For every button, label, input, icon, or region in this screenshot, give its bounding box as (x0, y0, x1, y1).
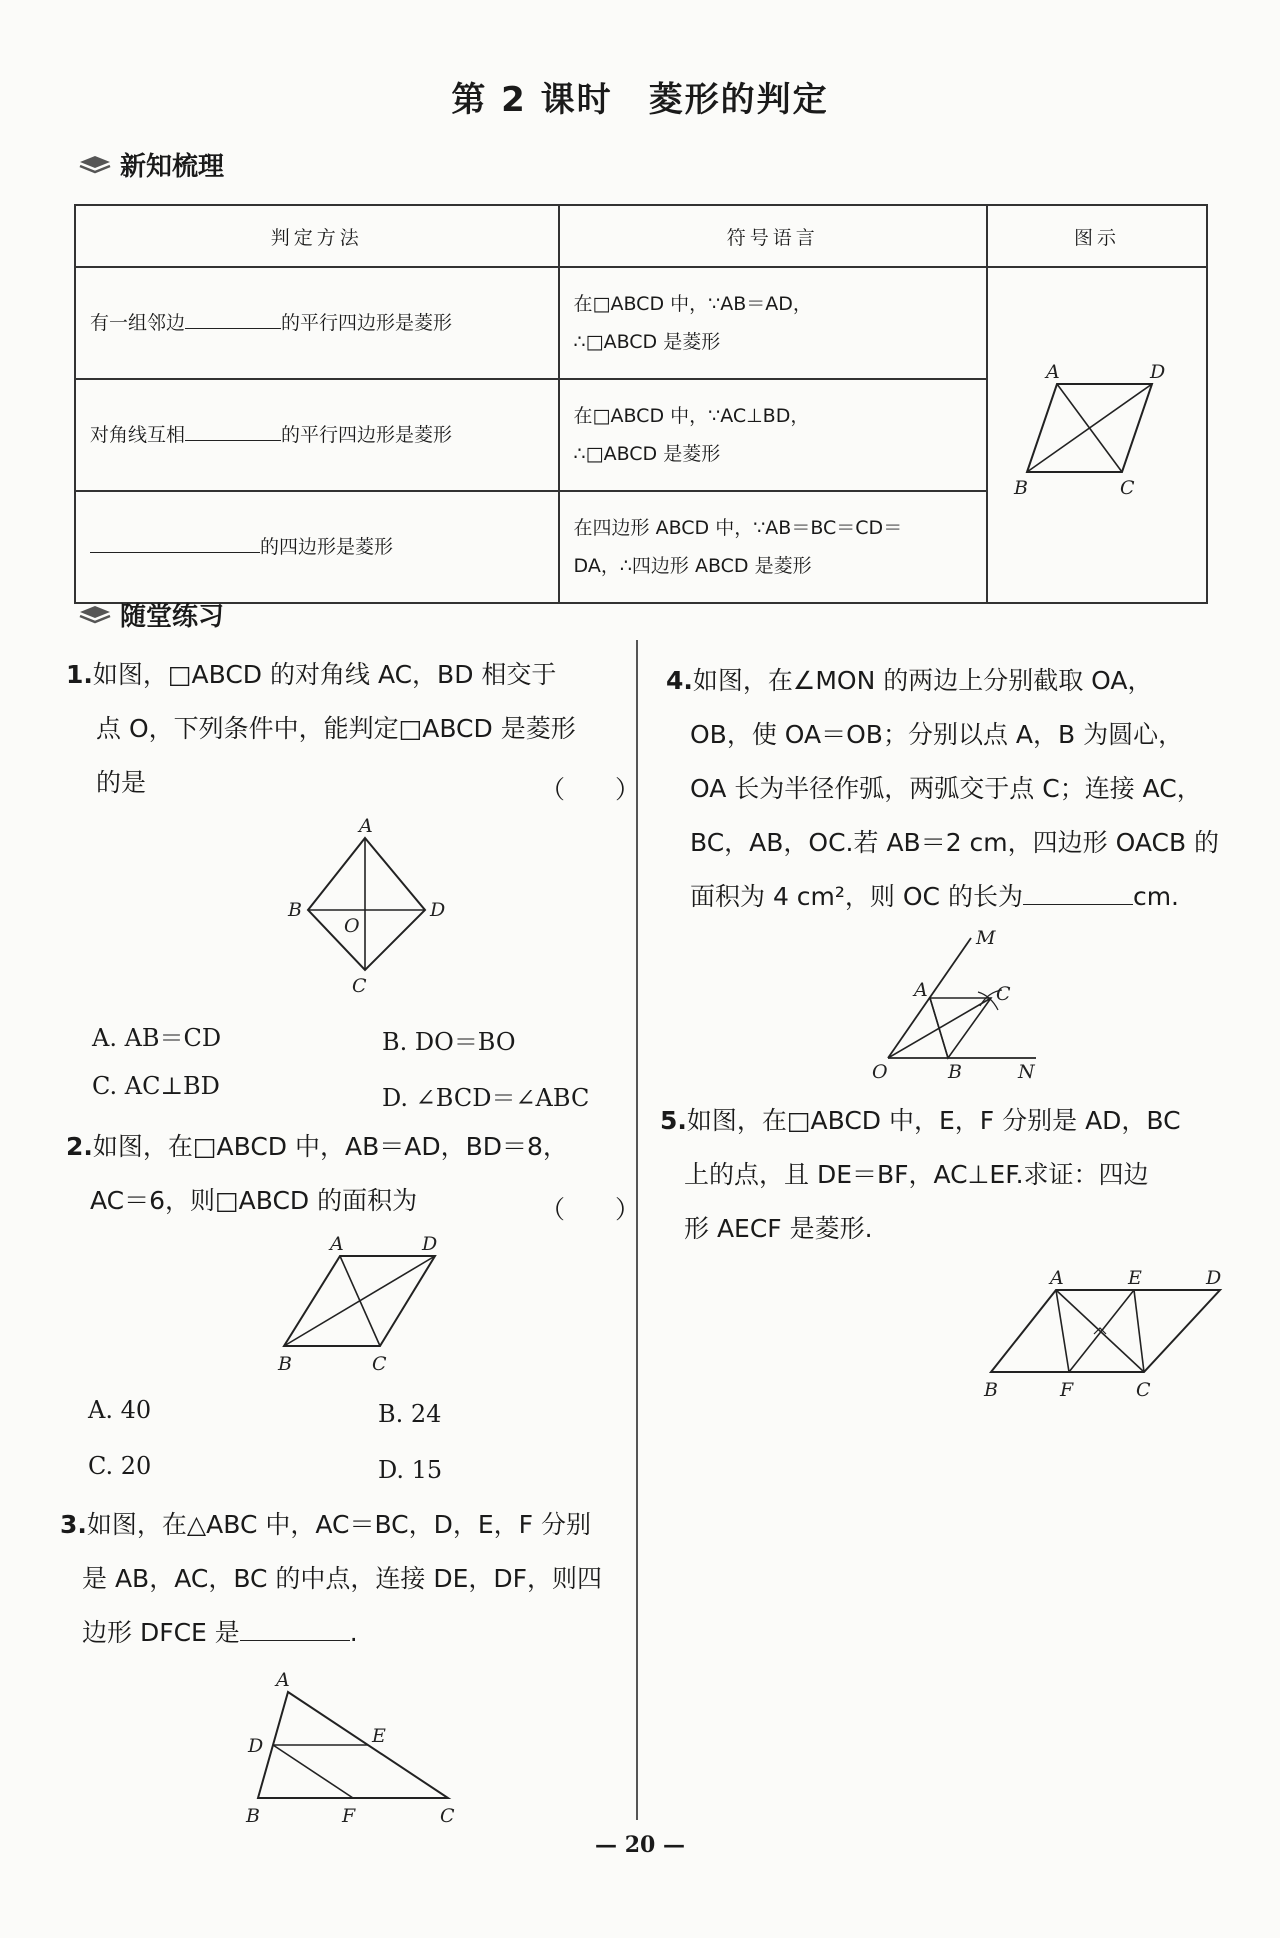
problem-number: 1. (66, 660, 93, 689)
method-text: 的四边形是菱形 (260, 536, 394, 558)
problem-text: 边形 DFCE 是 (82, 1618, 240, 1647)
section-heading-practice (78, 596, 224, 633)
layers-icon (78, 604, 112, 626)
symbol-line: DA，∴四边形 ABCD 是菱形 (573, 555, 812, 577)
problem-5 (660, 1094, 1236, 1256)
option-a[interactable]: A. AB＝CD (92, 1024, 222, 1052)
problem-number: 3. (60, 1510, 87, 1539)
summary-table (74, 204, 1208, 604)
label-D: D (430, 899, 446, 921)
label-F: F (342, 1805, 356, 1827)
label-F: F (1060, 1379, 1074, 1401)
answer-blank[interactable] (90, 532, 260, 553)
problem-5-figure (980, 1262, 1240, 1402)
symbol-line: 在四边形 ABCD 中，∵AB＝BC＝CD＝ (573, 517, 903, 539)
method-text: 的平行四边形是菱形 (281, 312, 453, 334)
answer-blank[interactable] (1023, 884, 1133, 905)
page-number: — 20 — (595, 1832, 685, 1858)
option-c[interactable]: C. 20 (88, 1452, 152, 1480)
method-text: 对角线互相 (90, 424, 186, 446)
problem-3 (60, 1498, 636, 1660)
label-B: B (278, 1353, 292, 1375)
table-header-row (75, 205, 1207, 267)
problem-number: 2. (66, 1132, 93, 1161)
label-E: E (1128, 1267, 1142, 1289)
label-D: D (1206, 1267, 1222, 1289)
label-D: D (248, 1735, 264, 1757)
method-text: 的平行四边形是菱形 (281, 424, 453, 446)
layers-icon (78, 154, 112, 176)
label-A: A (1050, 1267, 1064, 1289)
option-d[interactable]: D. 15 (378, 1456, 443, 1484)
label-A: A (276, 1670, 290, 1691)
problem-text: 点 O，下列条件中，能判定□ABCD 是菱形 (96, 714, 576, 743)
answer-blank[interactable] (185, 420, 281, 441)
label-B: B (984, 1379, 998, 1401)
problem-text: OB，使 OA＝OB；分别以点 A，B 为圆心， (690, 720, 1184, 749)
symbol-line: ∴□ABCD 是菱形 (573, 331, 721, 353)
problem-text: . (349, 1618, 358, 1647)
method-cell (75, 267, 559, 379)
label-A: A (914, 979, 928, 1001)
problem-number: 4. (666, 666, 693, 695)
method-cell (75, 491, 559, 603)
label-C: C (1136, 1379, 1151, 1401)
label-A: A (359, 818, 373, 837)
label-B: B (246, 1805, 260, 1827)
symbol-cell (559, 379, 987, 491)
label-D: D (1150, 360, 1166, 383)
problem-1-figure (280, 818, 460, 998)
problem-text: 如图，□ABCD 的对角线 AC，BD 相交于 (92, 660, 557, 689)
answer-blank[interactable] (240, 1620, 350, 1641)
method-cell (75, 379, 559, 491)
label-B: B (1014, 476, 1028, 499)
problem-text: 面积为 4 cm²，则 OC 的长为 (690, 882, 1023, 911)
problem-number: 5. (660, 1106, 687, 1135)
problem-text: 如图，在□ABCD 中，AB＝AD，BD＝8， (92, 1132, 568, 1161)
page-title: 第 2 课时 菱形的判定 (451, 80, 829, 120)
table-row (75, 267, 1207, 379)
label-A: A (1046, 360, 1060, 383)
problem-text: 形 AECF 是菱形. (684, 1214, 873, 1243)
label-C: C (440, 1805, 455, 1827)
option-b[interactable]: B. 24 (378, 1400, 442, 1428)
label-N: N (1018, 1061, 1035, 1083)
header-symbol: 符号语言 (559, 205, 987, 267)
symbol-cell (559, 267, 987, 379)
problem-3-figure (236, 1670, 466, 1830)
problem-4 (666, 654, 1236, 924)
answer-paren[interactable]: （ ） (540, 1195, 641, 1224)
problem-2-figure (270, 1236, 460, 1376)
option-b[interactable]: B. DO＝BO (382, 1028, 516, 1056)
label-E: E (372, 1725, 386, 1747)
problem-text: 如图，在∠MON 的两边上分别截取 OA， (692, 666, 1153, 695)
label-O: O (344, 915, 360, 937)
problem-text: 如图，在□ABCD 中，E，F 分别是 AD，BC (686, 1106, 1181, 1135)
figure-cell (987, 267, 1207, 603)
label-C: C (996, 983, 1011, 1005)
problem-text: 是 AB，AC，BC 的中点，连接 DE，DF，则四 (82, 1564, 603, 1593)
column-divider (636, 640, 638, 1820)
label-C: C (1120, 476, 1135, 499)
symbol-line: 在□ABCD 中，∵AB＝AD， (573, 293, 812, 315)
problem-text: cm. (1132, 882, 1179, 911)
rhombus-figure (1002, 354, 1192, 504)
header-figure: 图示 (987, 205, 1207, 267)
answer-blank[interactable] (185, 308, 281, 329)
section-title: 随堂练习 (120, 602, 225, 632)
problem-text: BC，AB，OC.若 AB＝2 cm，四边形 OACB 的 (690, 828, 1220, 857)
label-B: B (288, 899, 302, 921)
header-method: 判定方法 (75, 205, 559, 267)
label-C: C (372, 1353, 387, 1375)
problem-text: 上的点，且 DE＝BF，AC⊥EF.求证：四边 (684, 1160, 1149, 1189)
option-a[interactable]: A. 40 (88, 1396, 152, 1424)
problem-4-figure (866, 926, 1066, 1084)
section-title: 新知梳理 (120, 152, 225, 182)
symbol-line: ∴□ABCD 是菱形 (573, 443, 721, 465)
problem-text: 的是 (96, 768, 147, 797)
label-O: O (872, 1061, 888, 1083)
label-C: C (352, 975, 367, 997)
option-d[interactable]: D. ∠BCD＝∠ABC (382, 1084, 590, 1112)
section-heading-knowledge (78, 146, 224, 183)
answer-paren[interactable]: （ ） (540, 775, 641, 804)
option-c[interactable]: C. AC⊥BD (92, 1072, 220, 1100)
problem-text: 如图，在△ABC 中，AC＝BC，D，E，F 分别 (86, 1510, 592, 1539)
problem-text: OA 长为半径作弧，两弧交于点 C；连接 AC， (690, 774, 1202, 803)
label-M: M (976, 927, 996, 949)
label-A: A (330, 1236, 344, 1255)
problem-text: AC＝6，则□ABCD 的面积为 (90, 1186, 418, 1215)
symbol-line: 在□ABCD 中，∵AC⊥BD， (573, 405, 810, 427)
method-text: 有一组邻边 (90, 312, 186, 334)
symbol-cell (559, 491, 987, 603)
label-D: D (422, 1236, 438, 1255)
label-B: B (948, 1061, 962, 1083)
